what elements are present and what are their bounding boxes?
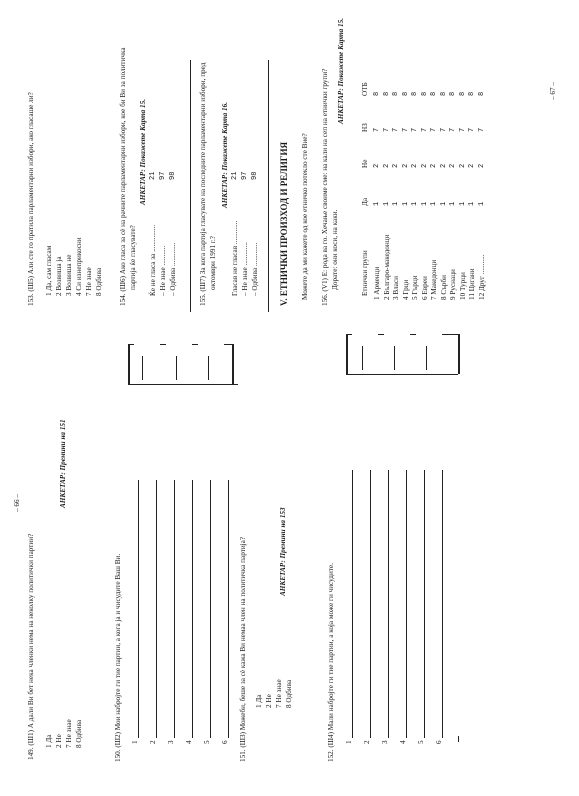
q152-answer-line xyxy=(352,470,353,738)
q155-row-code: 97 xyxy=(241,171,249,180)
q153-option: 4 Си изнеприкосни xyxy=(75,237,83,296)
q150-line-number: 2 xyxy=(149,740,157,744)
q152-title: 152. (Ш4) Мали набројте ги тие партии, а коja мoжe ги чисудите. xyxy=(327,563,335,762)
q155-row-code: 21 xyxy=(231,171,239,180)
q154-title-cont: партија ќе гласувате? xyxy=(129,225,137,290)
ethnic-group-code[interactable]: 1 xyxy=(420,201,429,206)
ethnic-group-code[interactable]: 1 xyxy=(382,201,391,206)
q151-option: 7 Не знае xyxy=(275,679,283,708)
q152-code-box-line xyxy=(378,334,384,335)
ethnic-group-label: 8 Сърби xyxy=(439,275,448,300)
ethnic-group-code[interactable]: 1 xyxy=(449,201,457,206)
q149-option: 2 Не xyxy=(55,734,63,748)
q151-option: 8 Одбива xyxy=(285,679,293,708)
section-v-title: V. ЕТНИЧКИ ПРОИЗХОД И РЕЛИГИЯ xyxy=(279,141,289,306)
q151-option: 2 Не xyxy=(265,694,273,708)
ethnic-group-code[interactable]: 2 xyxy=(382,163,391,168)
q150-code-box-line xyxy=(128,384,238,385)
ethnic-group-code[interactable]: 8 xyxy=(420,91,429,96)
ethnic-group-code[interactable]: 1 xyxy=(439,201,448,206)
q152-line-number: 6 xyxy=(435,740,443,744)
q149-option: 7 Не знае xyxy=(65,719,73,748)
q149-instruction: АНКЕТАР: Премини на 151 xyxy=(59,419,67,508)
q150-answer-line xyxy=(138,480,139,738)
ethnic-group-code[interactable]: 2 xyxy=(392,163,400,168)
ethnic-group-code[interactable]: 7 xyxy=(373,127,381,132)
q153-title: 153. (Ш5) Али сте го пратила парламентарни избори, ако гласаше ли? xyxy=(27,92,35,306)
ethnic-group-code[interactable]: 2 xyxy=(411,163,419,168)
ethnic-group-code[interactable]: 2 xyxy=(373,163,381,168)
ethnic-group-code[interactable]: 8 xyxy=(477,91,486,96)
ethnic-group-code[interactable]: 2 xyxy=(468,163,476,168)
page-number-left: – 66 – xyxy=(13,494,21,512)
ethnic-table-header: Етнички групи xyxy=(361,250,369,296)
ethnic-table-header: Не xyxy=(361,159,369,168)
q153-option: 2 Возвиша ја xyxy=(55,256,63,296)
ethnic-group-label: 11 Цигани xyxy=(468,268,476,300)
q155-instruction: АНКЕТАР: Покажете Карта 16. xyxy=(221,101,229,208)
q150-answer-line xyxy=(174,480,175,738)
q150-code-box-line xyxy=(176,356,177,380)
q152-line-number: 3 xyxy=(381,740,389,744)
q155-row-code: 98 xyxy=(251,171,259,180)
q152-code-box-line xyxy=(442,334,458,335)
ethnic-group-code[interactable]: 7 xyxy=(477,127,486,132)
ethnic-group-code[interactable]: 2 xyxy=(458,163,467,168)
ethnic-group-label: 4 Грци xyxy=(401,279,410,300)
ethnic-group-code[interactable]: 8 xyxy=(401,91,410,96)
q155-row-label: – Не знае ............. xyxy=(241,242,249,296)
q154-instruction: АНКЕТАР: Покажете Карта 15. xyxy=(139,98,147,205)
q153-option: 8 Одбива xyxy=(95,267,103,296)
ethnic-group-code[interactable]: 8 xyxy=(430,91,438,96)
q152-answer-line xyxy=(370,470,371,738)
ethnic-group-label: 7 Македонци xyxy=(430,259,438,300)
ethnic-group-code[interactable]: 2 xyxy=(449,163,457,168)
q155-title-cont: октомври 1991 г.? xyxy=(209,236,217,290)
q153-option: 1 Да, сам гласам xyxy=(45,245,53,296)
ethnic-group-code[interactable]: 2 xyxy=(477,163,486,168)
ethnic-table-header: НЗ xyxy=(361,123,369,132)
section-v-intro: Можете да ми кажете од кое етничко потекло сте Вие? xyxy=(301,133,309,300)
q150-answer-line xyxy=(156,480,157,738)
q152-line-number: 1 xyxy=(345,740,353,744)
q149-option: 1 Да xyxy=(45,734,53,748)
ethnic-group-code[interactable]: 2 xyxy=(401,163,410,168)
ethnic-group-code[interactable]: 1 xyxy=(392,201,400,206)
q150-answer-line xyxy=(192,480,193,738)
ethnic-group-label: 12 Друг ........... xyxy=(477,254,486,300)
q156-title: 156. (V1) Е: рода ва го. Хечање своиме сме: на кали на сеп на етнички групи? xyxy=(321,68,329,306)
q152-answer-line xyxy=(424,470,425,738)
ethnic-group-code[interactable]: 8 xyxy=(439,91,448,96)
q150-answer-line xyxy=(210,480,211,738)
q150-title: 150. (Ш2) Мои набројте ги тие партии, а кога ја и чисудите Ваш Ви. xyxy=(114,553,122,762)
ethnic-group-code[interactable]: 7 xyxy=(439,127,448,132)
ethnic-table-header: Да xyxy=(361,197,369,206)
q152-code-box-line xyxy=(426,346,427,370)
ethnic-group-code[interactable]: 1 xyxy=(468,201,476,206)
ethnic-group-label: 6 Евреи xyxy=(420,276,429,300)
ethnic-group-label: 9 Руснаци xyxy=(449,269,457,300)
ethnic-group-label: 3 Власи xyxy=(392,276,400,300)
q150-code-box-line xyxy=(208,356,209,380)
ethnic-group-code[interactable]: 7 xyxy=(458,127,467,132)
q150-line-number: 3 xyxy=(167,740,175,744)
ethnic-group-code[interactable]: 1 xyxy=(458,201,467,206)
page-number-right: – 67 – xyxy=(549,82,557,100)
margin-mark xyxy=(458,736,459,742)
q152-code-box-line xyxy=(394,346,395,370)
ethnic-group-code[interactable]: 1 xyxy=(430,201,438,206)
q155-row-label: – Одбива ............. xyxy=(251,242,259,296)
ethnic-group-code[interactable]: 8 xyxy=(449,91,457,96)
q152-answer-line xyxy=(442,470,443,738)
ethnic-group-code[interactable]: 8 xyxy=(392,91,400,96)
q151-instruction: АНКЕТАР: Премини на 153 xyxy=(279,507,287,596)
q152-answer-line xyxy=(388,470,389,738)
q152-code-box-line xyxy=(458,334,460,374)
ethnic-group-code[interactable]: 1 xyxy=(401,201,410,206)
ethnic-table-header: ОТБ xyxy=(361,82,369,96)
ethnic-group-code[interactable]: 1 xyxy=(373,201,381,206)
q150-code-box-line xyxy=(192,344,198,345)
ethnic-group-label: 2 Българо-македонци xyxy=(382,234,391,300)
q150-answer-line xyxy=(228,480,229,738)
ethnic-group-code[interactable]: 8 xyxy=(458,91,467,96)
ethnic-group-code[interactable]: 8 xyxy=(382,91,391,96)
q152-code-box-line xyxy=(346,374,458,375)
q154-row-code: 98 xyxy=(169,171,177,180)
q150-line-number: 1 xyxy=(131,740,139,744)
section-divider xyxy=(190,60,191,312)
q154-title: 154. (Ш6) Ако гласа за сè на рачните парламентарни избори, кое би Ви за политичка xyxy=(119,47,127,306)
q152-answer-line xyxy=(406,470,407,738)
q155-row-label: Гласав не гласав ............. xyxy=(231,220,239,296)
q154-row-code: 97 xyxy=(159,171,167,180)
ethnic-group-code[interactable]: 7 xyxy=(468,127,476,132)
q152-line-number: 2 xyxy=(363,740,371,744)
q152-code-box-line xyxy=(346,334,352,335)
q149-option: 8 Одбива xyxy=(75,719,83,748)
section-divider xyxy=(268,60,269,312)
q154-row-label: – Не знае ........... xyxy=(159,245,167,296)
q150-line-number: 6 xyxy=(221,740,229,744)
ethnic-group-label: 1 Арменци xyxy=(373,266,381,300)
q154-row-code: 21 xyxy=(149,171,157,180)
ethnic-group-code[interactable]: 8 xyxy=(411,91,419,96)
ethnic-group-code[interactable]: 2 xyxy=(439,163,448,168)
q156-title-cont: Дорате: они коси, на каки. xyxy=(331,209,339,290)
ethnic-group-code[interactable]: 7 xyxy=(449,127,457,132)
q152-code-box-line xyxy=(410,334,416,335)
q153-option: 3 Возвиша не xyxy=(65,254,73,296)
q152-line-number: 5 xyxy=(417,740,425,744)
ethnic-group-code[interactable]: 8 xyxy=(373,91,381,96)
q150-code-box-line xyxy=(232,344,234,384)
ethnic-group-code[interactable]: 7 xyxy=(430,127,438,132)
ethnic-group-label: 5 Гърци xyxy=(411,275,419,300)
q150-code-box-line xyxy=(160,344,166,345)
ethnic-group-code[interactable]: 7 xyxy=(411,127,419,132)
q149-title: 149. (Ш1) А дали Ви бет нека членки нема на неколку политички партии? xyxy=(27,533,35,760)
q152-code-box-line xyxy=(362,346,363,370)
ethnic-group-code[interactable]: 7 xyxy=(392,127,400,132)
ethnic-group-code[interactable]: 1 xyxy=(411,201,419,206)
q150-line-number: 4 xyxy=(185,740,193,744)
q151-option: 1 Да xyxy=(255,694,263,708)
q150-code-box-line xyxy=(128,344,134,345)
q154-row-label: – Одбива ............. xyxy=(169,242,177,296)
q155-title: 155. (Ш7) За кога партија гласувате на последните парламентарни избори, пред xyxy=(199,62,207,306)
ethnic-group-code[interactable]: 8 xyxy=(468,91,476,96)
q154-row-label: Ќе не гласа за ............... xyxy=(149,224,157,296)
ethnic-group-code[interactable]: 7 xyxy=(401,127,410,132)
q150-code-box-line xyxy=(128,344,130,384)
ethnic-group-code[interactable]: 7 xyxy=(420,127,429,132)
ethnic-group-code[interactable]: 7 xyxy=(382,127,391,132)
q150-code-box-line xyxy=(224,344,232,345)
q152-code-box-line xyxy=(346,334,348,374)
q156-instruction: АНКЕТАР: Покажете Карта 15. xyxy=(337,17,345,124)
ethnic-group-code[interactable]: 2 xyxy=(420,163,429,168)
q152-line-number: 4 xyxy=(399,740,407,744)
q150-line-number: 5 xyxy=(203,740,211,744)
q150-code-box-line xyxy=(142,356,143,380)
ethnic-group-code[interactable]: 1 xyxy=(477,201,486,206)
ethnic-group-label: 10 Турци xyxy=(458,272,467,300)
ethnic-group-code[interactable]: 2 xyxy=(430,163,438,168)
q151-title: 151. (Ш3) Можеби, беше за сè кажа Ви немаа член на политичка партија? xyxy=(239,536,247,762)
q153-option: 7 Не знае xyxy=(85,267,93,296)
